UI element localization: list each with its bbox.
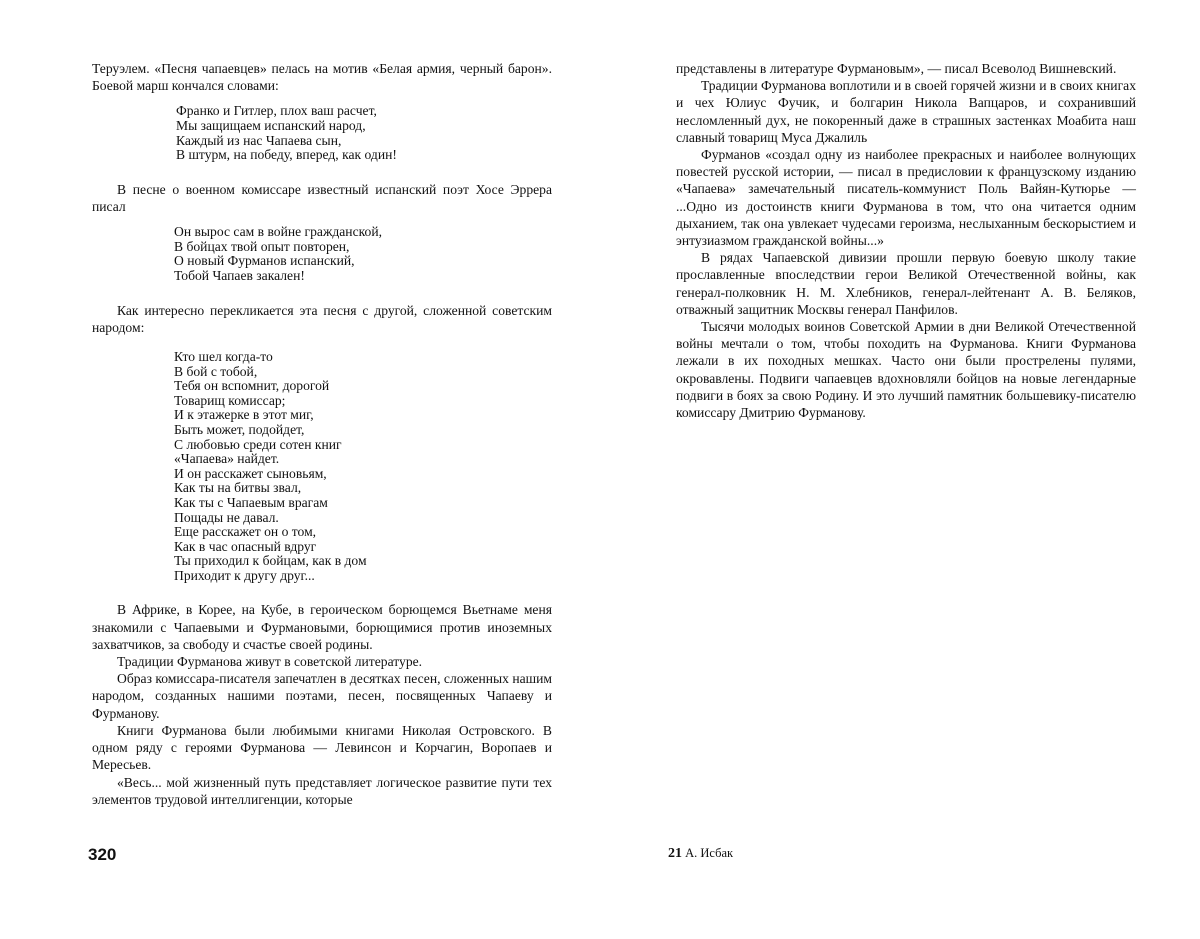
poem-line: Тебя он вспомнит, дорогой <box>174 379 552 394</box>
left-paragraph-8: «Весь... мой жизненный путь представляет логическое развитие пути тех элементов трудовой интеллигенции, которые <box>92 774 552 808</box>
poem-line: Каждый из нас Чапаева сын, <box>176 134 552 149</box>
page-number: 320 <box>88 845 116 865</box>
right-page <box>676 0 1136 939</box>
poem-line: Пощады не давал. <box>174 511 552 526</box>
poem-line: Приходит к другу друг... <box>174 569 552 584</box>
right-paragraph-5: Тысячи молодых воинов Советской Армии в дни Великой Отечественной войны мечтали о том, чтобы походить на Фурманова. Книги Фурманова лежали в их походных мешках. Часто они были прострелены пулями, окровавлены. Подвиги чапаевцев вдохновляли бойцов на новые легендарные подвиги в боях за свою Родину. И это лучший памятник большевику-писателю комиссару Дмитрию Фурманову. <box>676 318 1136 421</box>
left-paragraph-2: В песне о военном комиссаре известный испанский поэт Хосе Эррера писал <box>92 181 552 215</box>
poem-line: В бойцах твой опыт повторен, <box>174 240 552 255</box>
right-paragraph-1: представлены в литературе Фурмановым», — писал Всеволод Вишневский. <box>676 60 1136 77</box>
right-paragraph-2: Традиции Фурманова воплотили и в своей горячей жизни и в своих книгах и чех Юлиус Фучик, и болгарин Никола Вапцаров, и сохранивший несломленный дух, не покоренный даже в страшных застенках Моабита наш славный товарищ Муса Джалиль <box>676 77 1136 146</box>
poem-line: «Чапаева» найдет. <box>174 452 552 467</box>
signature-number: 21 <box>668 846 682 861</box>
poem-line: Еще расскажет он о том, <box>174 525 552 540</box>
right-paragraph-3: Фурманов «создал одну из наиболее прекрасных и наиболее волнующих повестей русской истории, — писал в предисловии к французскому изданию «Чапаева» замечательный писатель-коммунист Поль Вайян-Кутюрье — ...Одно из достоинств книги Фурманова в том, что она читается одним дыханием, так она увлекает чудесами героизма, неслыханным бескорыстием и энтузиазмом гражданской войны...» <box>676 146 1136 249</box>
right-page-text <box>676 0 1136 421</box>
poem-franco-hitler <box>176 104 552 162</box>
left-paragraph-1: Теруэлем. «Песня чапаевцев» пелась на мотив «Белая армия, черный барон». Боевой марш кончался словами: <box>92 60 552 94</box>
right-paragraph-4: В рядах Чапаевской дивизии прошли первую боевую школу такие прославленные впоследствии герои Великой Отечественной войны, как генерал-полковник Н. М. Хлебников, генерал-лейтенант А. В. Беляков, отважный защитник Москвы генерал Панфилов. <box>676 249 1136 318</box>
poem-line: Мы защищаем испанский народ, <box>176 119 552 134</box>
left-paragraph-4: В Африке, в Корее, на Кубе, в героическом борющемся Вьетнаме меня знакомили с Чапаевыми и Фурмановыми, борющимися против иноземных захватчиков, за свободу и счастье своей родины. <box>92 601 552 653</box>
printer-signature <box>668 846 733 862</box>
poem-line: О новый Фурманов испанский, <box>174 254 552 269</box>
left-paragraph-7: Книги Фурманова были любимыми книгами Николая Островского. В одном ряду с героями Фурманова — Левинсон и Корчагин, Воропаев и Мересьев. <box>92 722 552 774</box>
poem-line: Кто шел когда-то <box>174 350 552 365</box>
poem-line: Товарищ комиссар; <box>174 394 552 409</box>
poem-line: И к этажерке в этот миг, <box>174 408 552 423</box>
poem-line: Как в час опасный вдруг <box>174 540 552 555</box>
poem-line: Франко и Гитлер, плох ваш расчет, <box>176 104 552 119</box>
poem-line: И он расскажет сыновьям, <box>174 467 552 482</box>
poem-line: Как ты с Чапаевым врагам <box>174 496 552 511</box>
signature-text: А. Исбак <box>685 846 733 860</box>
poem-line: Быть может, подойдет, <box>174 423 552 438</box>
poem-line: Он вырос сам в войне гражданской, <box>174 225 552 240</box>
left-page-text <box>92 0 552 808</box>
left-paragraph-5: Традиции Фурманова живут в советской литературе. <box>92 653 552 670</box>
poem-line: Тобой Чапаев закален! <box>174 269 552 284</box>
poem-herrera <box>174 225 552 283</box>
poem-line: С любовью среди сотен книг <box>174 438 552 453</box>
poem-line: В штурм, на победу, вперед, как один! <box>176 148 552 163</box>
poem-line: Как ты на битвы звал, <box>174 481 552 496</box>
left-paragraph-6: Образ комиссара-писателя запечатлен в десятках песен, сложенных нашим народом, созданных нашими поэтами, песен, посвященных Чапаеву и Фурманову. <box>92 670 552 722</box>
poem-line: В бой с тобой, <box>174 365 552 380</box>
left-page <box>92 0 552 939</box>
poem-line: Ты приходил к бойцам, как в дом <box>174 554 552 569</box>
left-paragraph-3: Как интересно перекликается эта песня с другой, сложенной советским народом: <box>92 302 552 336</box>
poem-commissar <box>174 350 552 584</box>
